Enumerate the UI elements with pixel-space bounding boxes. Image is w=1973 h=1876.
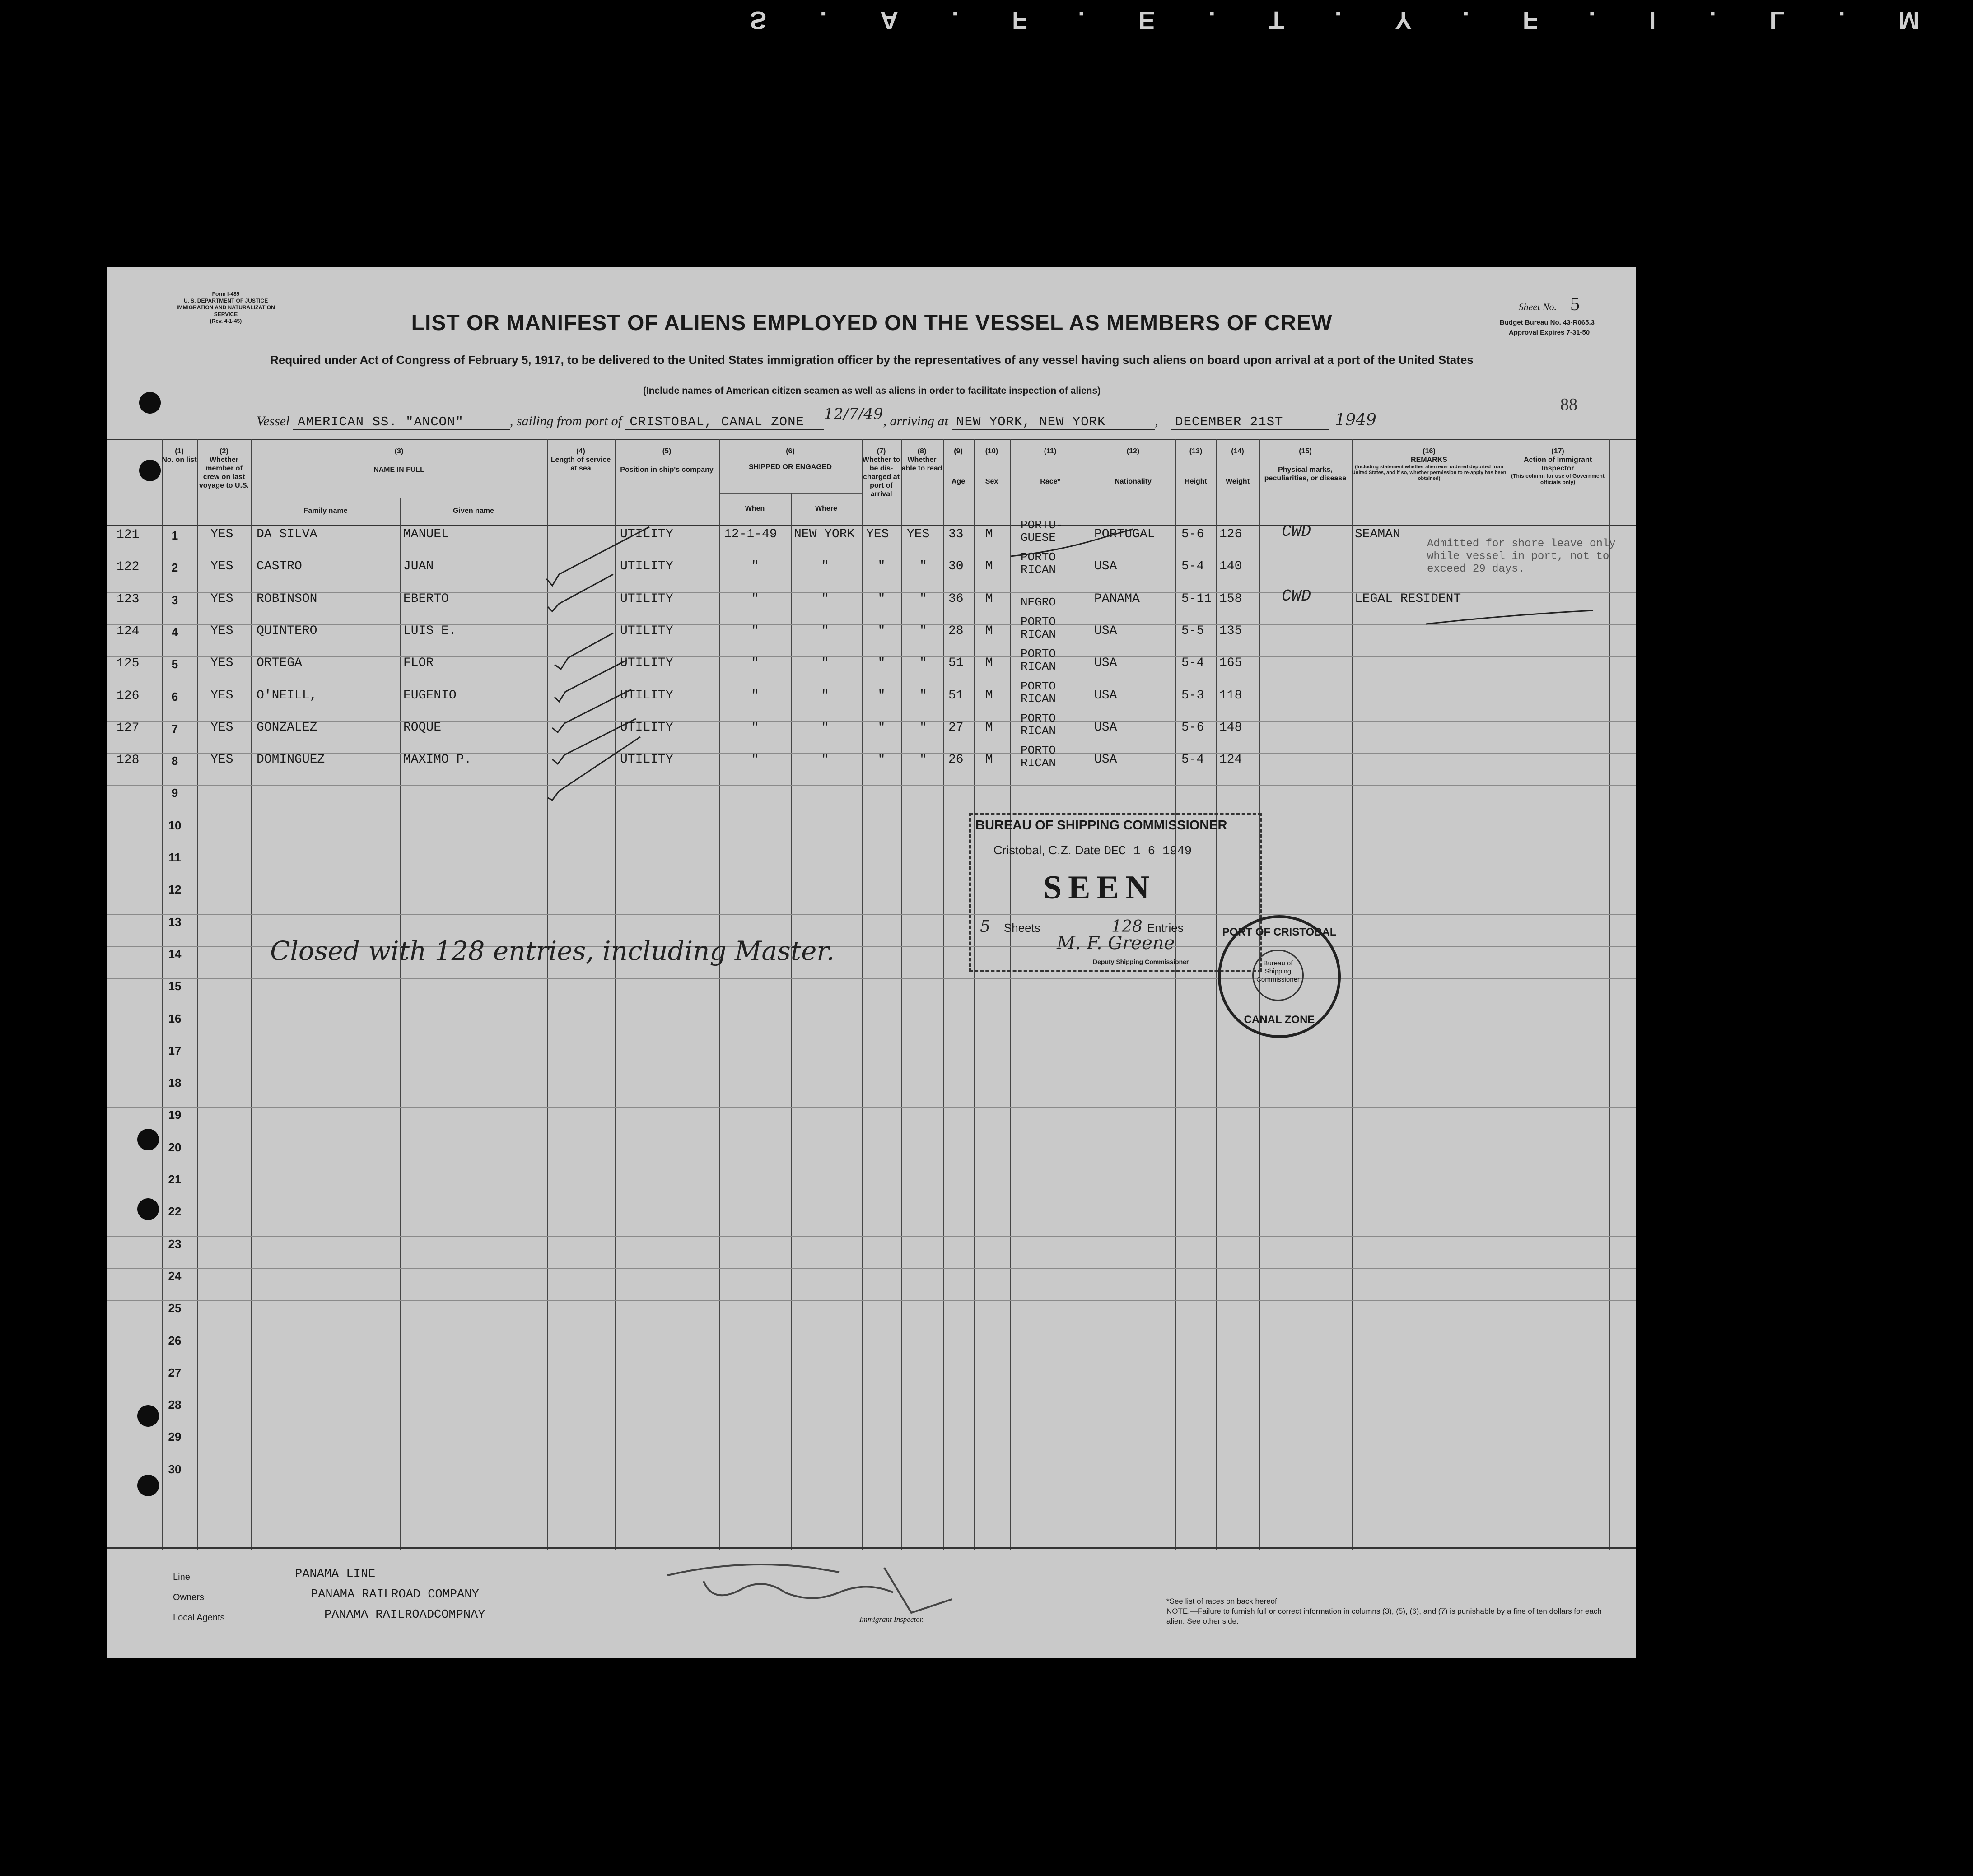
header-length-of-service: (4) Length of service at sea (550, 447, 611, 472)
header-family-name: Family name (303, 507, 348, 515)
cell-shipped-where: " (821, 591, 829, 606)
stamp-signature: M. F. Greene (1057, 933, 1175, 954)
cell-race-line2: GUESE (1021, 531, 1056, 545)
cell-shipped-where: " (821, 624, 829, 638)
cell-position: UTILITY (620, 559, 673, 574)
cell-given-name: EUGENIO (403, 688, 457, 703)
cell-discharged: " (877, 688, 886, 703)
check-mark (548, 574, 613, 611)
cell-height: 5-6 (1181, 527, 1204, 541)
cell-sex: M (985, 591, 993, 606)
seal-bottom-text: CANAL ZONE (1244, 1014, 1315, 1026)
cell-shipped-when: " (751, 720, 759, 735)
check-mark (552, 719, 636, 764)
sheet-number-value: 5 (1570, 294, 1580, 315)
cell-family-name: ORTEGA (257, 656, 302, 670)
header-able-to-read: (8) Whether able to read (901, 447, 942, 472)
cell-position: UTILITY (620, 527, 673, 541)
cell-sex: M (985, 688, 993, 703)
check-mark (552, 689, 631, 732)
cell-crew-last-voyage: YES (210, 624, 233, 638)
form-revision: (Rev. 4-1-45) (210, 318, 242, 324)
cell-family-name: QUINTERO (257, 624, 317, 638)
cell-race-line2: RICAN (1021, 627, 1056, 641)
cell-weight: 148 (1219, 720, 1242, 735)
margin-number: 88 (1560, 395, 1577, 414)
remark-flourish (1426, 610, 1593, 624)
row-margin-number: 122 (117, 560, 140, 574)
header-no-on-list: (1) No. on list (162, 447, 197, 464)
stamp-sheets-count: 5 (980, 917, 990, 936)
cell-remarks: LEGAL RESIDENT (1355, 591, 1461, 606)
cell-position: UTILITY (620, 688, 673, 703)
footer-rule (107, 1547, 1636, 1549)
header-shipped-engaged: (6) SHIPPED OR ENGAGED (748, 447, 832, 471)
stamp-place-date: Cristobal, C.Z. Date DEC 1 6 1949 (993, 843, 1192, 858)
shipping-commissioner-stamp (969, 813, 1262, 972)
cell-discharged: YES (866, 527, 889, 541)
cell-race-line2: RICAN (1021, 563, 1056, 577)
inspector-signature (667, 1564, 952, 1613)
footer-line-label: Line (173, 1572, 190, 1582)
race-flourish (1011, 529, 1133, 556)
remark-stamp-line: while vessel in port, not to (1427, 550, 1609, 563)
seal-top-text: PORT OF CRISTOBAL (1222, 926, 1337, 938)
cell-able-to-read: " (919, 624, 927, 638)
row-number: 29 (168, 1430, 182, 1444)
cell-height: 5-4 (1181, 559, 1204, 574)
cell-age: 51 (948, 656, 964, 670)
seal-middle-text: Bureau of Shipping Commissioner (1256, 959, 1300, 983)
cell-shipped-where: " (821, 559, 829, 574)
stamp-sheets-label: Sheets (1003, 921, 1040, 935)
cell-nationality: PORTUGAL (1094, 527, 1155, 541)
footer-note (1166, 1597, 1618, 1626)
cell-given-name: JUAN (403, 559, 434, 574)
row-number: 30 (168, 1462, 182, 1476)
cell-crew-last-voyage: YES (210, 688, 233, 703)
row-number: 28 (168, 1398, 182, 1412)
header-name-in-full: (3) NAME IN FULL (373, 447, 424, 474)
stamp-seen: SEEN (1043, 869, 1156, 906)
arrival-date: DECEMBER 21ST (1171, 414, 1329, 430)
sheet-number-label: Sheet No. (1518, 301, 1557, 312)
cell-shipped-where: " (821, 720, 829, 735)
cell-family-name: O'NEILL, (257, 688, 317, 703)
cell-given-name: EBERTO (403, 591, 449, 606)
cell-able-to-read: " (919, 753, 927, 767)
cell-family-name: DOMINGUEZ (257, 753, 325, 767)
cell-height: 5-6 (1181, 720, 1204, 735)
cell-shipped-where: " (821, 753, 829, 767)
row-number: 27 (168, 1365, 182, 1379)
row-margin-number: 128 (117, 753, 140, 768)
header-position: (5) Position in ship's company (620, 447, 714, 474)
cell-nationality: USA (1094, 559, 1117, 574)
row-number: 20 (168, 1140, 182, 1154)
cell-able-to-read: " (919, 656, 927, 670)
header-physical-marks: (15) Physical marks, peculiarities, or disease (1264, 447, 1347, 482)
footer-note-races: *See list of races on back hereof. (1166, 1597, 1279, 1606)
cell-shipped-when: " (751, 559, 759, 574)
footer-line-value: PANAMA LINE (295, 1568, 376, 1581)
header-age: (9) Age (951, 447, 966, 485)
cell-shipped-when: " (751, 688, 759, 703)
arrival-year: 1949 (1335, 411, 1376, 429)
row-number: 1 (171, 529, 178, 542)
sailing-label: sailing from port of (516, 414, 622, 428)
cell-able-to-read: " (919, 720, 927, 735)
cell-race-line1: PORTO (1021, 679, 1056, 693)
stamp-officer: Deputy Shipping Commissioner (1093, 958, 1189, 965)
header-race: (11) Race* (1040, 447, 1060, 485)
cell-nationality: USA (1094, 624, 1117, 638)
cell-age: 27 (948, 720, 964, 735)
cell-sex: M (985, 753, 993, 767)
cell-race-line1: PORTU- (1021, 518, 1063, 532)
row-number: 2 (171, 561, 178, 575)
header-sex: (10) Sex (985, 447, 998, 485)
cell-race-line1: PORTO (1021, 614, 1056, 628)
cell-given-name: ROQUE (403, 720, 442, 735)
row-number: 7 (171, 722, 178, 736)
cell-race-line2: RICAN (1021, 756, 1056, 770)
row-number: 17 (168, 1043, 182, 1057)
form-department: U. S. DEPARTMENT OF JUSTICE (183, 298, 268, 304)
cell-nationality: USA (1094, 688, 1117, 703)
cell-physical-marks: CWD (1282, 587, 1311, 605)
cell-weight: 140 (1219, 559, 1242, 574)
header-inspector-action: (17) Action of Immigrant Inspector (This column for use of Government officials only) (1511, 447, 1605, 485)
cell-able-to-read: YES (907, 527, 930, 541)
row-number: 19 (168, 1108, 182, 1122)
cell-height: 5-4 (1181, 753, 1204, 767)
remark-stamp-line: Admitted for shore leave only (1427, 538, 1616, 550)
approval-expiry: Approval Expires 7-31-50 (1508, 329, 1590, 336)
stamp-entries-label: Entries (1147, 921, 1184, 935)
row-margin-number: 123 (117, 592, 140, 606)
sailing-port: CRISTOBAL, CANAL ZONE (625, 414, 824, 430)
cell-height: 5-5 (1181, 624, 1204, 638)
cell-sex: M (985, 624, 993, 638)
inspector-label: Immigrant Inspector. (859, 1615, 924, 1624)
page-subnote: (Include names of American citizen seamen as well as aliens in order to facilitate inspection of aliens) (643, 386, 1101, 396)
header-nationality: (12) Nationality (1115, 447, 1152, 485)
cell-shipped-when: " (751, 624, 759, 638)
vessel-line: Vessel AMERICAN SS. "ANCON" , sailing from port of CRISTOBAL, CANAL ZONE 12/7/49, arriving at NEW YORK, NEW YORK , DECEMBER 21ST 1949 (257, 405, 1376, 429)
cell-race-line2: RICAN (1021, 692, 1056, 706)
header-given-name: Given name (453, 507, 494, 515)
header-weight: (14) Weight (1225, 447, 1250, 485)
cell-age: 30 (948, 559, 964, 574)
cell-weight: 118 (1219, 688, 1242, 703)
cell-family-name: ROBINSON (257, 591, 317, 606)
header-where: Where (815, 505, 837, 512)
cell-race-line1: PORTO (1021, 647, 1056, 661)
page-subtitle: Required under Act of Congress of February 5, 1917, to be delivered to the United States immigration officer by the representatives of any vessel having such aliens on board upon arrival at a port of the United States (270, 353, 1474, 367)
row-number: 10 (168, 818, 182, 832)
header-height: (13) Height (1185, 447, 1207, 485)
cell-given-name: MAXIMO P. (403, 753, 472, 767)
cell-position: UTILITY (620, 753, 673, 767)
row-number: 26 (168, 1333, 182, 1347)
check-mark (555, 660, 627, 702)
cell-given-name: FLOR (403, 656, 434, 670)
cell-height: 5-3 (1181, 688, 1204, 703)
cell-family-name: CASTRO (257, 559, 302, 574)
row-margin-number: 125 (117, 656, 140, 671)
cell-discharged: " (877, 753, 886, 767)
row-margin-number: 121 (117, 528, 140, 542)
cell-age: 28 (948, 624, 964, 638)
cell-crew-last-voyage: YES (210, 527, 233, 541)
cell-crew-last-voyage: YES (210, 656, 233, 670)
row-margin-number: 124 (117, 624, 140, 638)
cell-nationality: USA (1094, 753, 1117, 767)
row-number: 16 (168, 1011, 182, 1025)
cell-discharged: " (877, 624, 886, 638)
footer-agents-value: PANAMA RAILROADCOMPNAY (324, 1608, 485, 1622)
cell-race-line2: RICAN (1021, 724, 1056, 738)
row-number: 12 (168, 883, 182, 897)
cell-crew-last-voyage: YES (210, 720, 233, 735)
row-number: 14 (168, 947, 182, 961)
cell-discharged: " (877, 559, 886, 574)
row-number: 15 (168, 979, 182, 993)
cell-shipped-where: " (821, 656, 829, 670)
cell-sex: M (985, 720, 993, 735)
form-service: IMMIGRATION AND NATURALIZATION SERVICE (177, 304, 275, 317)
footer-owners-value: PANAMA RAILROAD COMPANY (311, 1588, 479, 1601)
cell-sex: M (985, 656, 993, 670)
row-number: 8 (171, 754, 178, 768)
cell-crew-last-voyage: YES (210, 753, 233, 767)
cell-physical-marks: CWD (1282, 522, 1311, 541)
row-number: 3 (171, 593, 178, 607)
cell-shipped-when: 12-1-49 (724, 527, 777, 541)
stamp-entries-count: 128 (1111, 917, 1143, 936)
cell-weight: 126 (1219, 527, 1242, 541)
row-number: 6 (171, 689, 178, 703)
footer-owners-label: Owners (173, 1592, 204, 1602)
cell-weight: 165 (1219, 656, 1242, 670)
check-mark (555, 633, 613, 669)
cell-height: 5-4 (1181, 656, 1204, 670)
cell-position: UTILITY (620, 720, 673, 735)
cell-nationality: PANAMA (1094, 591, 1140, 606)
row-number: 4 (171, 625, 178, 639)
row-number: 5 (171, 657, 178, 671)
cell-weight: 158 (1219, 591, 1242, 606)
cell-sex: M (985, 527, 993, 541)
stamp-bureau: BUREAU OF SHIPPING COMMISSIONER (975, 818, 1227, 833)
manifest-sheet (107, 267, 1636, 1658)
cell-age: 33 (948, 527, 964, 541)
cell-shipped-when: " (751, 591, 759, 606)
row-number: 23 (168, 1237, 182, 1251)
cell-age: 26 (948, 753, 964, 767)
cell-able-to-read: " (919, 688, 927, 703)
header-remarks: (16) REMARKS (Including statement whether alien ever ordered deported from United States, and if so, whether permission to re-apply has been obtained) (1352, 447, 1507, 481)
cell-able-to-read: " (919, 559, 927, 574)
closing-note: Closed with 128 entries, including Master. (270, 936, 835, 966)
vessel-name: AMERICAN SS. "ANCON" (293, 414, 510, 430)
cell-position: UTILITY (620, 656, 673, 670)
cell-age: 36 (948, 591, 964, 606)
cell-nationality: USA (1094, 720, 1117, 735)
cell-shipped-when: " (751, 753, 759, 767)
cell-discharged: " (877, 656, 886, 670)
arrival-port: NEW YORK, NEW YORK (952, 414, 1155, 430)
cell-crew-last-voyage: YES (210, 591, 233, 606)
cell-able-to-read: " (919, 591, 927, 606)
cell-crew-last-voyage: YES (210, 559, 233, 574)
port-seal (1218, 915, 1341, 1038)
row-margin-number: 126 (117, 689, 140, 703)
cell-nationality: USA (1094, 656, 1117, 670)
vessel-label: Vessel (257, 414, 290, 428)
cell-position: UTILITY (620, 624, 673, 638)
row-number: 13 (168, 915, 182, 929)
cell-shipped-where: NEW YORK (794, 527, 855, 541)
page-title: LIST OR MANIFEST OF ALIENS EMPLOYED ON THE VESSEL AS MEMBERS OF CREW (411, 311, 1333, 335)
form-number: Form I-489 (212, 291, 240, 297)
cell-discharged: " (877, 720, 886, 735)
row-number: 11 (168, 851, 181, 864)
cell-given-name: LUIS E. (403, 624, 457, 638)
cell-given-name: MANUEL (403, 527, 449, 541)
cell-age: 51 (948, 688, 964, 703)
row-number: 22 (168, 1205, 182, 1219)
check-mark (546, 527, 649, 586)
footer-note-fine: NOTE.—Failure to furnish full or correct information in columns (3), (5), (6), and (7) is punishable by a fine of ten dollars for each alien. See other side. (1166, 1607, 1602, 1625)
cell-race-line1: PORTO (1021, 744, 1056, 758)
cell-race-line2: NEGRO (1021, 595, 1056, 609)
row-number: 25 (168, 1301, 182, 1315)
cell-shipped-where: " (821, 688, 829, 703)
header-when: When (745, 505, 765, 512)
cell-family-name: DA SILVA (257, 527, 317, 541)
row-number: 9 (171, 786, 178, 800)
arriving-label: arriving at (890, 414, 948, 428)
cell-race-line1: PORTO (1021, 550, 1056, 564)
film-edge-code: S.A.F.E.T.Y.F.I.L.M (750, 6, 1973, 35)
cell-height: 5-11 (1181, 591, 1212, 606)
remark-stamp-line: exceed 29 days. (1427, 563, 1525, 575)
cell-race-line2: RICAN (1021, 660, 1056, 674)
cell-shipped-when: " (751, 656, 759, 670)
cell-weight: 135 (1219, 624, 1242, 638)
header-discharged: (7) Whether to be dis-charged at port of arrival (862, 447, 900, 498)
sailing-date-handwritten: 12/7/49 (824, 405, 883, 423)
cell-sex: M (985, 559, 993, 574)
check-mark (548, 737, 640, 800)
row-margin-number: 127 (117, 721, 140, 735)
header-crew-last-voyage: (2) Whether member of crew on last voyage to U.S. (199, 447, 249, 489)
cell-race-line1: PORTO (1021, 711, 1056, 725)
row-number: 21 (168, 1173, 182, 1186)
budget-bureau: Budget Bureau No. 43-R065.3 (1499, 319, 1595, 326)
row-number: 24 (168, 1269, 182, 1283)
row-number: 18 (168, 1076, 182, 1090)
cell-weight: 124 (1219, 753, 1242, 767)
footer-agents-label: Local Agents (173, 1613, 225, 1623)
cell-family-name: GONZALEZ (257, 720, 317, 735)
cell-position: UTILITY (620, 591, 673, 606)
cell-discharged: " (877, 591, 886, 606)
cell-remarks: SEAMAN (1355, 527, 1400, 541)
